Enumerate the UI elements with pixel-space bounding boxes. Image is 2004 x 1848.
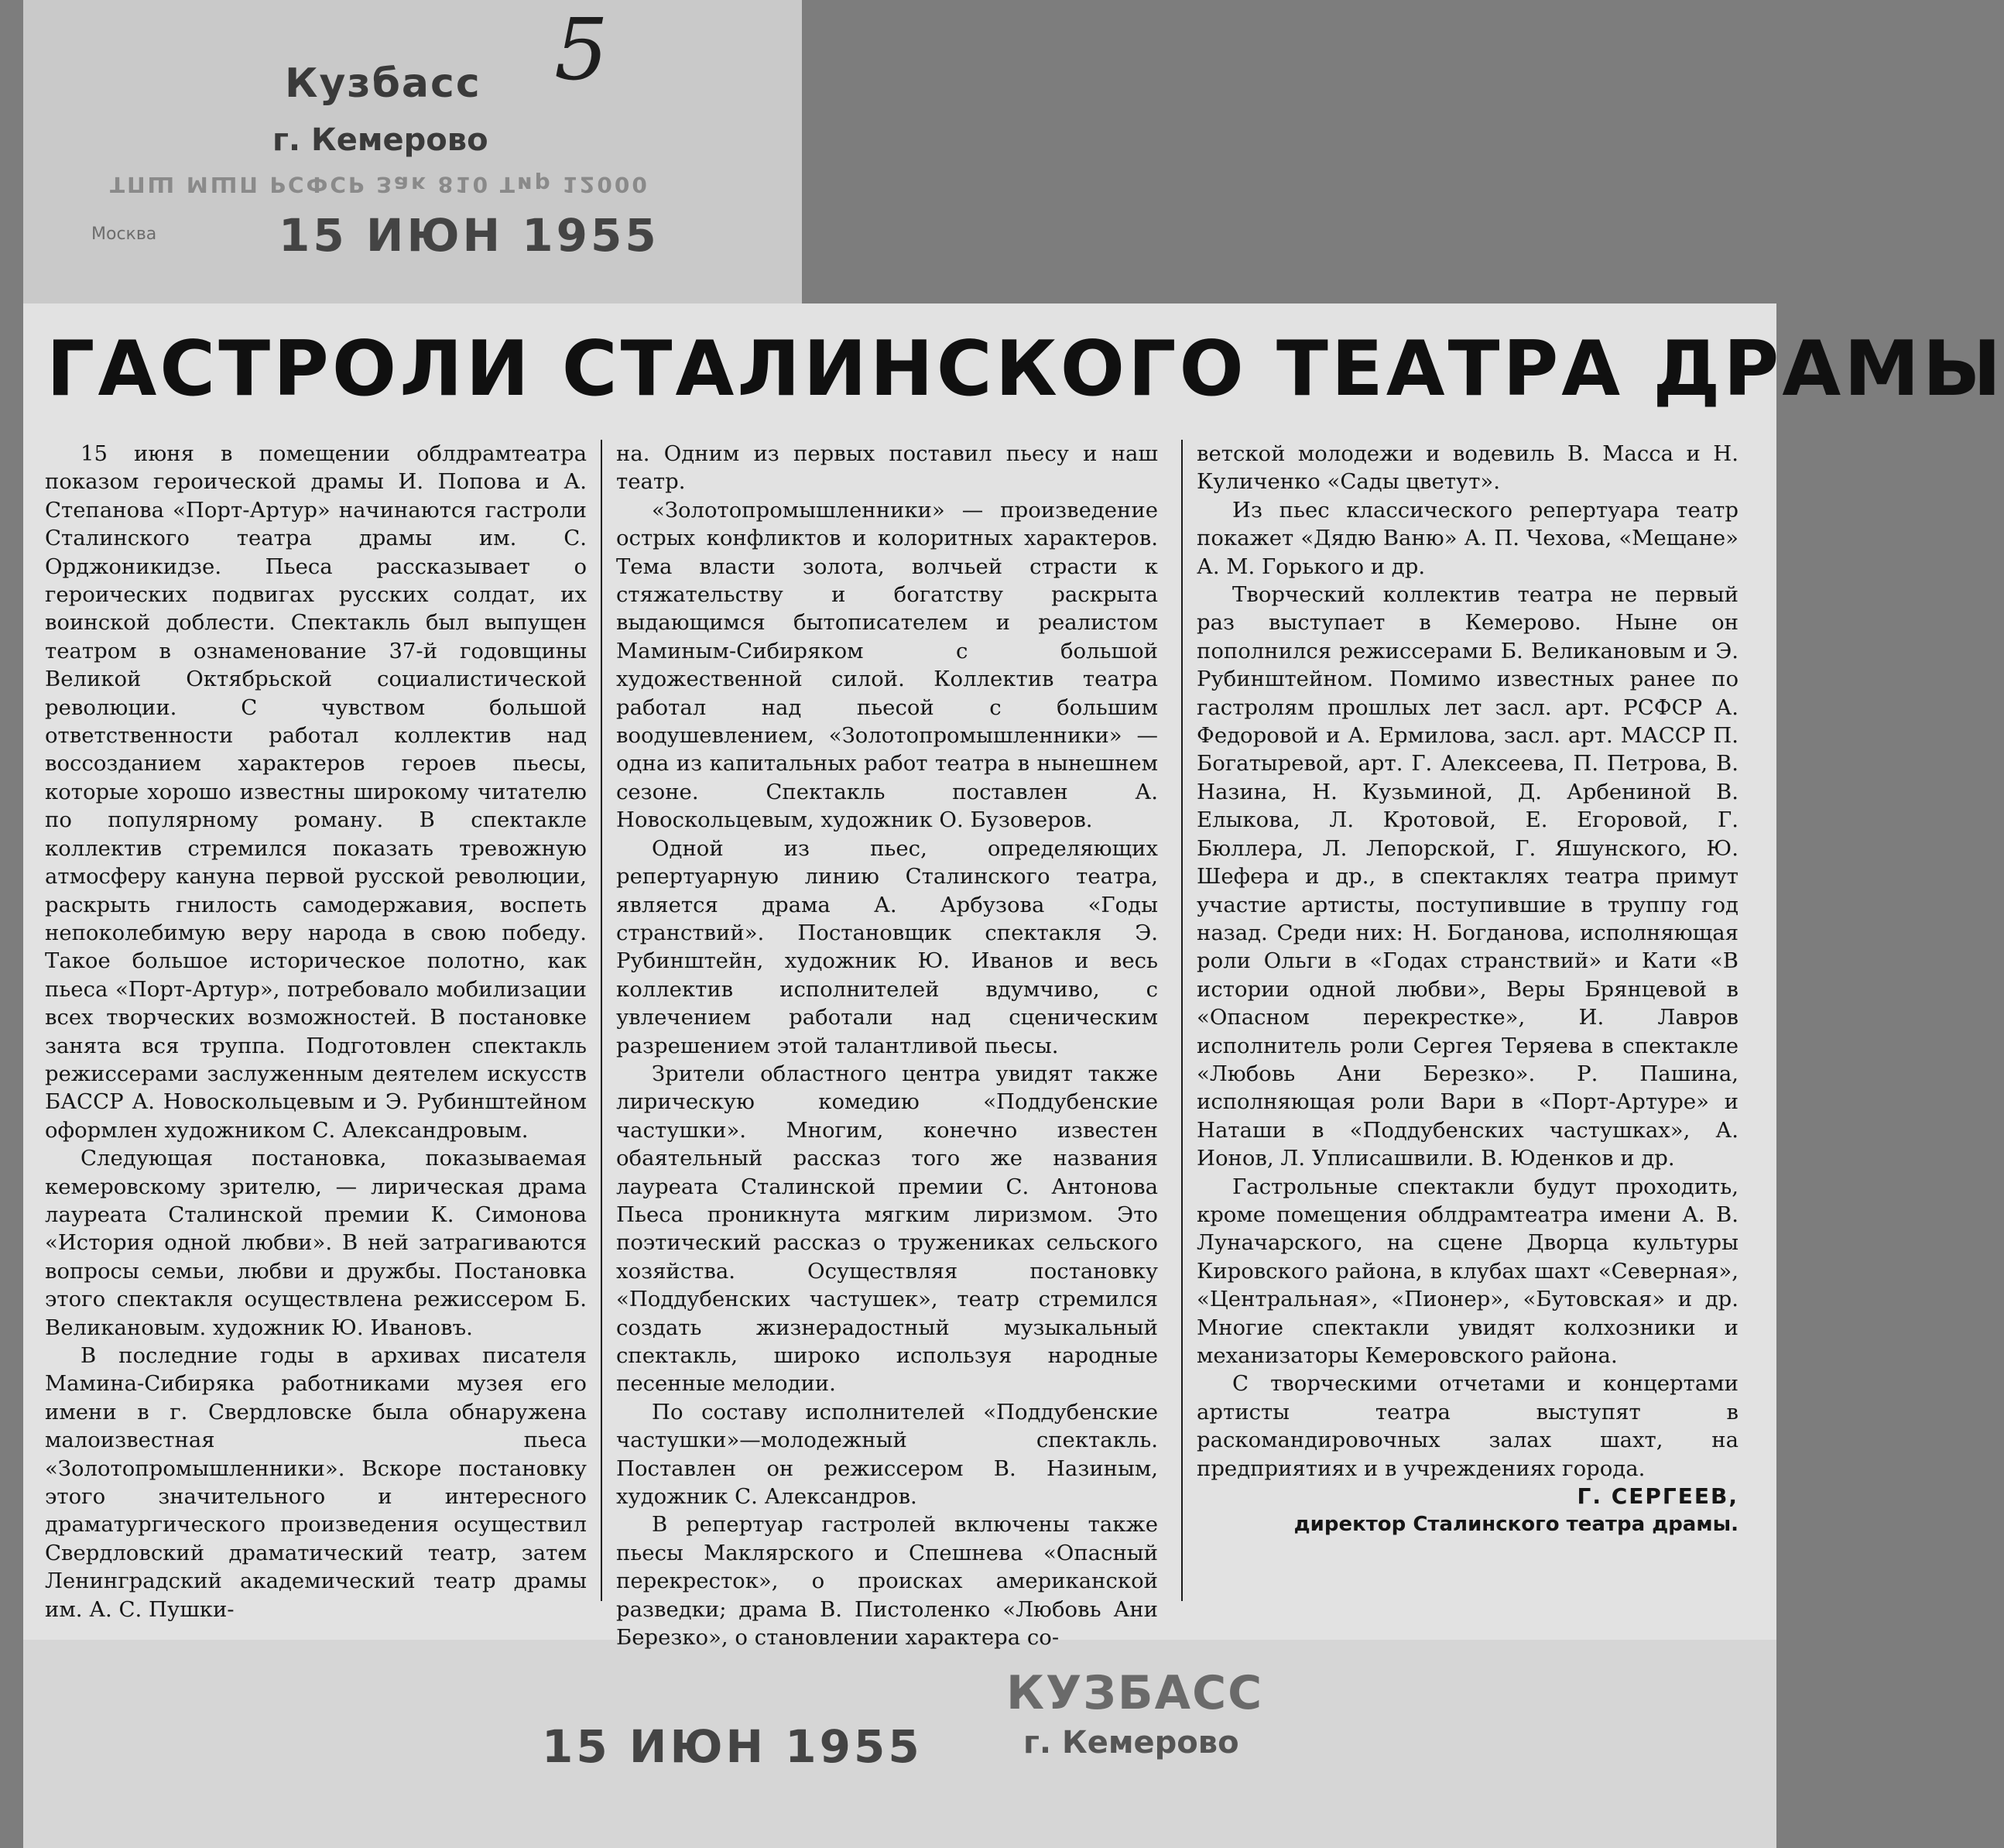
paragraph: ветской молодежи и водевиль В. Масса и Н. Куличенко «Сады цветут». bbox=[1197, 441, 1739, 495]
author-signature: Г. СЕРГЕЕВ, bbox=[1577, 1483, 1739, 1510]
paragraph: Зрители областного центра увидят также лирическую комедию «Поддубенские частушки». Многим, конечно известен обаятельный рассказ того же названия лауреата Сталинской премии С. Антонова Пьеса проникнута мягким лиризмом. Это поэтический рассказ о тружениках сельского хозяйства. Осуществляя постановку «Поддубенских частушек», театр стремился создать жизнерадостный музыкальный спектакль, широко используя народные песенные мелодии. bbox=[616, 1061, 1158, 1397]
top-date-stamp: 15 ИЮН 1955 bbox=[279, 209, 659, 262]
handwritten-number: 5 bbox=[554, 0, 608, 99]
paragraph: По составу исполнителей «Поддубенские частушки»—молодежный спектакль. Поставлен он режиссером В. Назиным, художник С. Александров. bbox=[616, 1399, 1158, 1510]
article-headline: ГАСТРОЛИ СТАЛИНСКОГО ТЕАТРА ДРАМЫ bbox=[46, 325, 2004, 413]
paragraph: Гастрольные спектакли будут проходить, кроме помещения облдрамтеатра имени А. В. Луначарского, на сцене Дворца культуры Кировского района, в клубах шахт «Северная», «Центральная», «Пионер», «Бутовская» и др. Многие спектакли увидят колхозники и механизаторы Кемеровского района. bbox=[1197, 1174, 1739, 1368]
press-stamp: ТПШ МШП РСФСР Зак 810 Тир 12000 bbox=[110, 172, 649, 197]
paragraph: В репертуар гастролей включены также пьесы Маклярского и Спешнева «Опасный перекресток», о происках американской разведки; драма В. Пистоленко «Любовь Ани Березко», о становлении характера со- bbox=[616, 1512, 1158, 1651]
paragraph: на. Одним из первых поставил пьесу и наш театр. bbox=[616, 441, 1158, 495]
top-newspaper-stamp: Кузбасс bbox=[285, 60, 481, 107]
bottom-date-stamp: 15 ИЮН 1955 bbox=[542, 1720, 923, 1773]
article-body bbox=[45, 440, 1748, 1651]
bottom-newspaper-stamp: КУЗБАСС bbox=[1006, 1666, 1264, 1720]
article-column-2 bbox=[616, 440, 1158, 1651]
paragraph: 15 июня в помещении облдрамтеатра показом героической драмы И. Попова и А. Степанова «Порт-Артур» начинаются гастроли Сталинского театра драмы им. С. Орджоникидзе. Пьеса рассказывает о героических подвигах русских солдат, их воинской доблести. Спектакль был выпущен театром в ознаменование 37-й годовщины Великой Октябрьской социалистической революции. С чувством большой ответственности работал коллектив над воссозданием характеров героев пьесы, которые хорошо известны широкому читателю по популярному роману. В спектакле коллектив стремился показать тревожную атмосферу кануна первой русской революции, раскрыть гнилость самодержавия, воспеть непоколебимую веру народа в свою победу. Такое большое историческое полотно, как пьеса «Порт-Артур», потребовало мобилизации всех творческих возможностей. В постановке занята вся труппа. Подготовлен спектакль режиссерами заслуженным деятелем искусств БАССР А. Новоскольцевым и Э. Рубинштейном оформлен художником С. Александровым. bbox=[45, 441, 587, 1143]
moscow-label: Москва bbox=[91, 225, 157, 244]
paragraph: Творческий коллектив театра не первый раз выступает в Кемерово. Ныне он пополнился режиссерами Б. Великановым и Э. Рубинштейном. Помимо известных ранее по гастролям прошлых лет засл. арт. РСФСР А. Федоровой и А. Ермилова, засл. арт. МАССР П. Богатыревой, арт. Г. Алексеева, П. Петрова, В. Назина, Н. Кузьминой, Д. Арбениной В. Елыкова, Л. Кротовой, Е. Егоровой, Г. Бюллера, Л. Лепорской, Г. Яшунского, Ю. Шефера и др., в спектаклях театра примут участие артисты, поступившие в труппу год назад. Среди них: Н. Богданова, исполняющая роли Ольги в «Годах странствий» и Кати «В истории одной любви», Веры Брянцевой в «Опасном перекрестке», И. Лавров исполнитель роли Сергея Теряева в спектакле «Любовь Ани Березко». Р. Пашина, исполняющая роли Вари в «Порт-Артуре» и Наташи в «Поддубенских частушках», А. Ионов, Л. Уплисашвили. В. Юденков и др. bbox=[1197, 582, 1739, 1171]
paragraph: «Золотопромышленники» — произведение острых конфликтов и колоритных характеров. Тема власти золота, волчьей страсти к стяжательству и богатству раскрыта выдающимся бытописателем и реалистом Маминым-Сибиряком с большой художественной силой. Коллектив театра работал над пьесой с большим воодушевлением, «Золотопромышленники» — одна из капитальных работ театра в нынешнем сезоне. Спектакль поставлен А. Новоскольцевым, художник О. Бузоверов. bbox=[616, 497, 1158, 833]
bottom-city-stamp: г. Кемерово bbox=[1023, 1725, 1239, 1761]
article-column-3 bbox=[1197, 440, 1739, 1617]
author-title: директор Сталинского театра драмы. bbox=[1293, 1513, 1739, 1537]
paragraph: В последние годы в архивах писателя Мамина-Сибиряка работниками музея его имени в г. Свердловске была обнаружена малоизвестная пьеса «Золотопромышленники». Вскоре постановку этого значительного и интересного драматургического произведения осуществил Свердловский драматический театр, затем Ленинградский академический театр драмы им. А. С. Пушки- bbox=[45, 1343, 587, 1622]
paragraph: Одной из пьес, определяющих репертуарную линию Сталинского театра, является драма А. Арбузова «Годы странствий». Постановщик спектакля Э. Рубинштейн, художник Ю. Иванов и весь коллектив исполнителей вдумчиво, с увлечением работали над сценическим разрешением этой талантливой пьесы. bbox=[616, 835, 1158, 1058]
paragraph: С творческими отчетами и концертами артисты театра выступят в раскомандировочных залах шахт, на предприятиях и в учреждениях города. bbox=[1197, 1371, 1739, 1481]
top-city-stamp: г. Кемерово bbox=[272, 122, 488, 158]
paragraph: Из пьес классического репертуара театр покажет «Дядю Ваню» А. П. Чехова, «Мещане» А. М. Горького и др. bbox=[1197, 497, 1739, 579]
column-divider bbox=[601, 440, 602, 1601]
column-divider bbox=[1181, 440, 1183, 1601]
paragraph: Следующая постановка, показываемая кемеровскому зрителю, — лирическая драма лауреата Сталинской премии К. Симонова «История одной любви». В ней затрагиваются вопросы семьи, любви и дружбы. Постановка этого спектакля осуществлена режиссером Б. Великановым. художник Ю. Ивановъ. bbox=[45, 1146, 587, 1340]
article-column-1 bbox=[45, 440, 587, 1622]
